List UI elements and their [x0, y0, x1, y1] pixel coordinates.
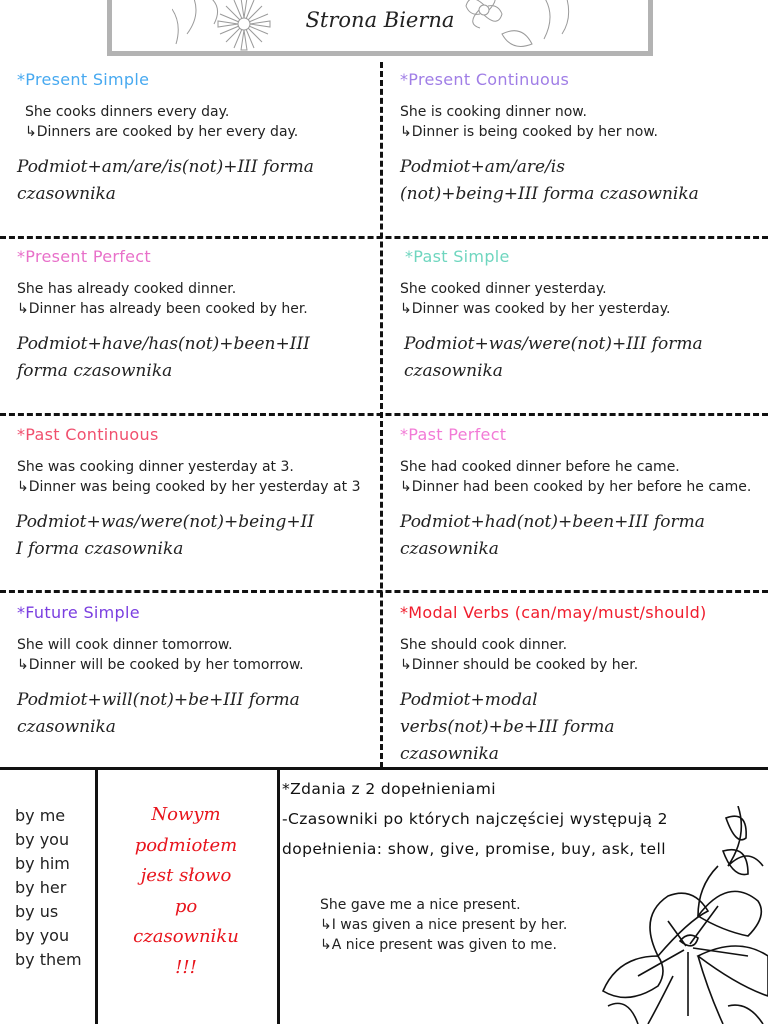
- bottom-section-border: [0, 767, 768, 770]
- cell-heading: *Present Perfect: [17, 247, 151, 266]
- formula: Podmiot+modal verbs(not)+be+III forma czasownika: [400, 690, 615, 764]
- note-line: czasowniku: [133, 926, 239, 947]
- formula: Podmiot+was/were(not)+being+II I forma czasownika: [16, 512, 315, 559]
- formula: Podmiot+was/were(not)+III forma czasownika: [404, 334, 703, 381]
- page-title: Strona Bierna: [305, 8, 455, 32]
- example-sentences: [25, 102, 298, 142]
- pronoun-list: [15, 804, 82, 972]
- list-item: by him: [15, 854, 70, 873]
- passive-sentence: ↳A nice present was given to me.: [320, 937, 557, 953]
- list-item: by me: [15, 806, 66, 825]
- bottom-divider: [95, 767, 98, 1024]
- active-sentence: She should cook dinner.: [400, 637, 568, 653]
- flower-decoration-icon: [598, 806, 768, 1024]
- list-item: by you: [15, 830, 70, 849]
- formula: Podmiot+am/are/is(not)+III forma czasownika: [17, 157, 314, 204]
- note-line: podmiotem: [134, 834, 238, 856]
- example-sentences: [17, 635, 304, 675]
- active-sentence: She will cook dinner tomorrow.: [17, 637, 233, 653]
- example-sentences: [400, 279, 670, 319]
- formula: Podmiot+will(not)+be+III forma czasownika: [17, 690, 300, 737]
- passive-sentence: ↳Dinner is being cooked by her now.: [400, 124, 658, 140]
- note-line: Nowym: [151, 804, 221, 825]
- cell-heading: *Past Continuous: [17, 425, 159, 444]
- active-sentence: She cooks dinners every day.: [25, 104, 230, 120]
- example-sentences: [400, 635, 638, 675]
- example-sentences: [400, 102, 658, 142]
- horizontal-divider: [0, 236, 768, 239]
- note-line: po: [174, 895, 198, 917]
- passive-sentence: ↳Dinner was being cooked by her yesterday at 3: [17, 479, 361, 495]
- passive-sentence: ↳Dinner should be cooked by her.: [400, 657, 639, 673]
- title-box: [107, 0, 653, 56]
- bottom-divider: [277, 767, 280, 1024]
- formula: Podmiot+have/has(not)+been+III forma czasownika: [17, 334, 310, 381]
- new-subject-note: [110, 800, 262, 983]
- cell-heading: *Future Simple: [17, 603, 140, 622]
- horizontal-divider: [0, 413, 768, 416]
- example-sentences: [17, 279, 308, 319]
- passive-sentence: ↳Dinner will be cooked by her tomorrow.: [17, 657, 304, 673]
- formula: Podmiot+had(not)+been+III forma czasownika: [400, 512, 705, 559]
- list-item: by you: [15, 926, 70, 945]
- active-sentence: She has already cooked dinner.: [17, 281, 237, 297]
- active-sentence: She gave me a nice present.: [320, 897, 521, 913]
- cell-heading: *Present Continuous: [400, 70, 570, 89]
- passive-sentence: ↳Dinner has already been cooked by her.: [17, 301, 308, 317]
- active-sentence: She had cooked dinner before he came.: [400, 459, 680, 475]
- passive-sentence: ↳Dinner was cooked by her yesterday.: [400, 301, 671, 317]
- active-sentence: She was cooking dinner yesterday at 3.: [17, 459, 294, 475]
- cell-heading: *Past Simple: [405, 247, 510, 266]
- passive-sentence: ↳Dinners are cooked by her every day.: [25, 124, 299, 140]
- formula: Podmiot+am/are/is (not)+being+III forma czasownika: [400, 157, 699, 204]
- two-objects-examples: [320, 895, 567, 955]
- cell-heading: *Present Simple: [17, 70, 150, 89]
- section-text: -Czasowniki po których najczęściej występują 2: [282, 810, 668, 828]
- list-item: by them: [15, 950, 82, 969]
- passive-sentence: ↳I was given a nice present by her.: [320, 917, 568, 933]
- section-text: dopełnienia: show, give, promise, buy, ask, tell: [282, 840, 666, 858]
- note-line: !!!: [175, 956, 197, 978]
- list-item: by her: [15, 878, 67, 897]
- example-sentences: [400, 457, 751, 497]
- section-heading: *Zdania z 2 dopełnieniami: [282, 780, 496, 798]
- passive-sentence: ↳Dinner had been cooked by her before he came.: [400, 479, 752, 495]
- horizontal-divider: [0, 590, 768, 593]
- note-line: jest słowo: [140, 865, 232, 886]
- cell-heading: *Past Perfect: [400, 425, 507, 444]
- active-sentence: She is cooking dinner now.: [400, 104, 587, 120]
- list-item: by us: [15, 902, 59, 921]
- example-sentences: [17, 457, 360, 497]
- active-sentence: She cooked dinner yesterday.: [400, 281, 607, 297]
- cell-heading: *Modal Verbs (can/may/must/should): [400, 603, 707, 622]
